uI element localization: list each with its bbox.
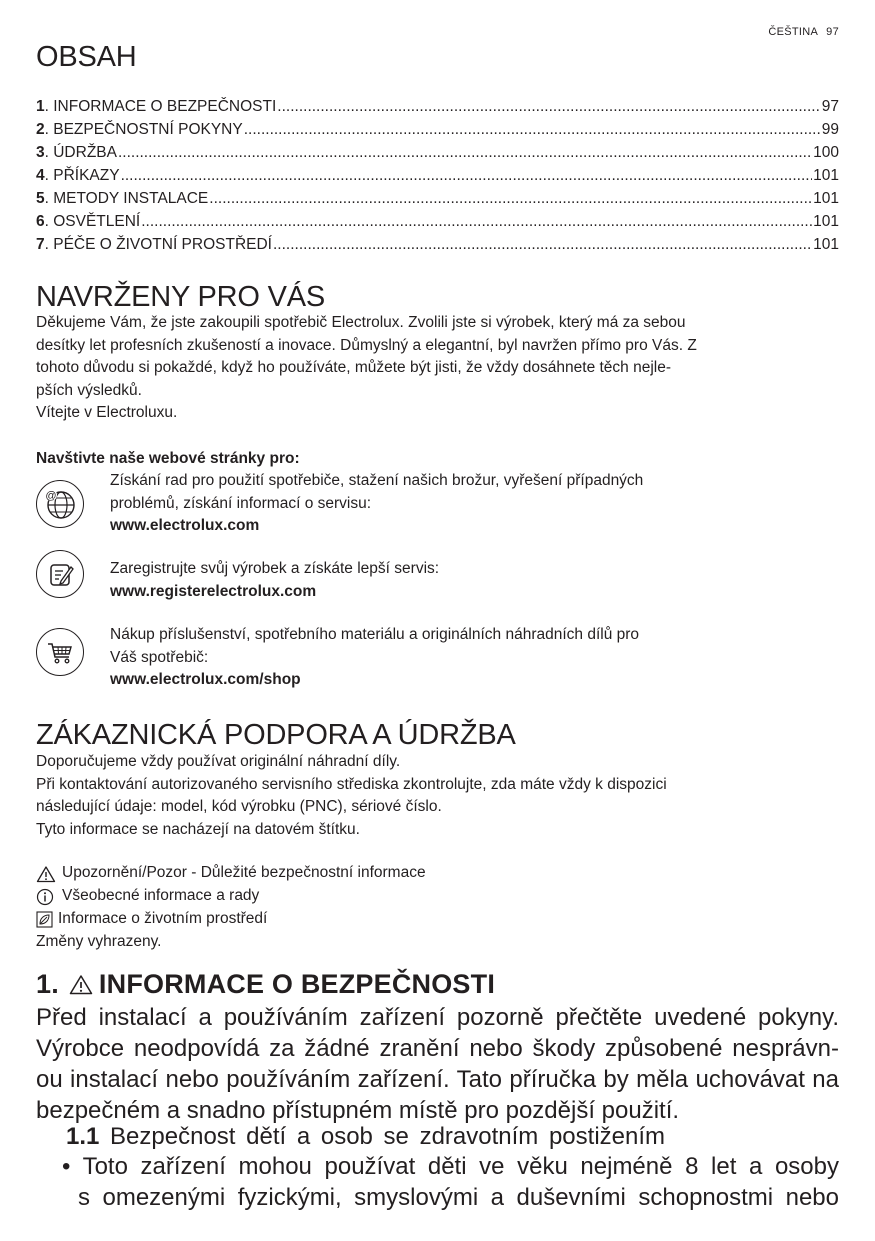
toc-entry-page: 100: [813, 144, 839, 161]
toc-leader: [244, 118, 821, 141]
support-section-title: ZÁKAZNICKÁ PODPORA A ÚDRŽBA: [36, 719, 516, 751]
leaf-icon: [36, 911, 54, 929]
toc-entry-page: 97: [821, 98, 839, 115]
toc-entry-page: 99: [821, 121, 839, 138]
toc-entry-label: . ÚDRŽBA: [44, 144, 117, 161]
toc-leader: [121, 164, 813, 187]
legend-text: Upozornění/Pozor - Důležité bezpečnostní informace: [62, 864, 426, 882]
toc-entry-label: . BEZPEČNOSTNÍ POKYNY: [44, 121, 243, 138]
cart-icon: [36, 628, 84, 676]
toc-entry-page: 101: [813, 236, 839, 253]
website-link[interactable]: www.electrolux.com: [110, 517, 260, 534]
toc-leader: [141, 210, 812, 233]
table-of-contents: [36, 95, 839, 256]
toc-entry-number: 5: [36, 190, 45, 207]
visit-item-text: Zaregistrujte svůj výrobek a získáte lepší servis:: [110, 560, 440, 577]
paragraph-line: Tyto informace se nacházejí na datovém štítku.: [36, 820, 360, 838]
legend-item: [36, 908, 839, 931]
info-icon: [36, 888, 56, 906]
bullet-item: [62, 1151, 839, 1213]
bullet-line: s omezenými fyzickými, smyslovými a duševními schopnostmi nebo: [78, 1184, 839, 1211]
paragraph-line: tohoto důvodu si pokaždé, když ho používáte, můžete být jisti, že vždy dosáhnete těch nejle-: [36, 359, 672, 376]
design-paragraph: [36, 312, 839, 425]
visit-item-text: Získání rad pro použití spotřebiče, stažení našich brožur, vyřešení případných: [110, 472, 644, 489]
paragraph-line: pších výsledků.: [36, 381, 142, 399]
section-number: 1.: [36, 969, 59, 999]
toc-entry-number: 1: [36, 98, 45, 115]
header-language: ČEŠTINA: [768, 26, 819, 38]
safety-intro-paragraph: Před instalací a používáním zařízení pozorně přečtěte uvedené pokyny. Výrobce neodpovídá za žádné zranění nebo škody způsobené nesprávn-ou instalací nebo používáním zařízení. Tato příručka by měla uchovávat na bezpečném a snadno přístupném místě pro pozdější použití.: [36, 1004, 839, 1124]
toc-entry[interactable]: [36, 95, 839, 118]
warning-icon: [36, 865, 56, 883]
visit-section: [36, 448, 839, 688]
toc-entry-number: 4: [36, 167, 45, 184]
page-header: [768, 26, 839, 38]
safety-section-title: [36, 964, 495, 1004]
support-paragraph: [36, 751, 839, 841]
page-number: 97: [826, 26, 839, 38]
register-link[interactable]: www.registerelectrolux.com: [110, 582, 317, 600]
toc-entry[interactable]: [36, 210, 839, 233]
toc-title: OBSAH: [36, 41, 137, 73]
toc-entry-label: . OSVĚTLENÍ: [44, 213, 141, 230]
toc-entry[interactable]: [36, 141, 839, 164]
legend-item: [36, 862, 839, 885]
legend-text: Všeobecné informace a rady: [62, 887, 260, 905]
toc-entry[interactable]: [36, 187, 839, 210]
toc-entry-number: 3: [36, 144, 45, 161]
toc-entry-page: 101: [813, 190, 839, 207]
paragraph-line: Děkujeme Vám, že jste zakoupili spotřebič Electrolux. Zvolili jste si výrobek, který má za sebou: [36, 314, 686, 331]
toc-entry-label: . METODY INSTALACE: [44, 190, 209, 207]
changes-reserved: Změny vyhrazeny.: [36, 933, 162, 950]
paragraph-line: Při kontaktování autorizovaného servisního střediska zkontrolujte, zda máte vždy k dispozici: [36, 775, 667, 793]
symbol-legend: [36, 862, 839, 954]
toc-entry[interactable]: [36, 164, 839, 187]
subsection-title: Bezpečnost dětí a osob se zdravotním postižením: [110, 1123, 665, 1150]
register-icon: [36, 550, 84, 598]
paragraph-line: následující údaje: model, kód výrobku (PNC), sériové číslo.: [36, 798, 442, 815]
toc-leader: [209, 187, 812, 210]
toc-entry-number: 2: [36, 121, 45, 138]
legend-text: Informace o životním prostředí: [58, 910, 268, 928]
visit-heading: Navštivte naše webové stránky pro:: [36, 450, 300, 467]
bullet-line: • Toto zařízení mohou používat děti ve věku nejméně 8 let a osoby: [62, 1153, 839, 1180]
toc-entry-label: . PÉČE O ŽIVOTNÍ PROSTŘEDÍ: [44, 236, 272, 253]
toc-leader: [273, 233, 812, 256]
subsection-heading: [66, 1121, 665, 1152]
section-title-text: INFORMACE O BEZPEČNOSTI: [98, 969, 496, 999]
toc-entry[interactable]: [36, 118, 839, 141]
visit-item-text: problémů, získání informací o servisu:: [110, 494, 372, 512]
paragraph-line: Doporučujeme vždy používat originální náhradní díly.: [36, 753, 401, 770]
toc-entry[interactable]: [36, 233, 839, 256]
visit-item-text: Nákup příslušenství, spotřebního materiálu a originálních náhradních dílů pro: [110, 626, 640, 643]
visit-item-text: Váš spotřebič:: [110, 648, 209, 666]
svg-text:@: @: [45, 490, 57, 502]
legend-item: [36, 885, 839, 908]
toc-entry-label: . PŘÍKAZY: [44, 167, 120, 184]
toc-leader: [277, 95, 820, 118]
globe-icon: [36, 480, 84, 528]
toc-entry-label: . INFORMACE O BEZPEČNOSTI: [44, 98, 277, 115]
toc-entry-page: 101: [813, 167, 839, 184]
warning-icon: [69, 974, 93, 995]
toc-leader: [118, 141, 812, 164]
design-section-title: NAVRŽENY PRO VÁS: [36, 281, 326, 313]
toc-entry-number: 6: [36, 213, 45, 230]
paragraph-line: Vítejte v Electroluxu.: [36, 404, 178, 421]
toc-entry-number: 7: [36, 236, 45, 253]
toc-entry-page: 101: [813, 213, 839, 230]
shop-link[interactable]: www.electrolux.com/shop: [110, 671, 301, 688]
subsection-number: 1.1: [66, 1123, 100, 1150]
paragraph-line: desítky let profesních zkušeností a inovace. Důmyslný a elegantní, byl navržen přímo pro Vás. Z: [36, 336, 697, 354]
